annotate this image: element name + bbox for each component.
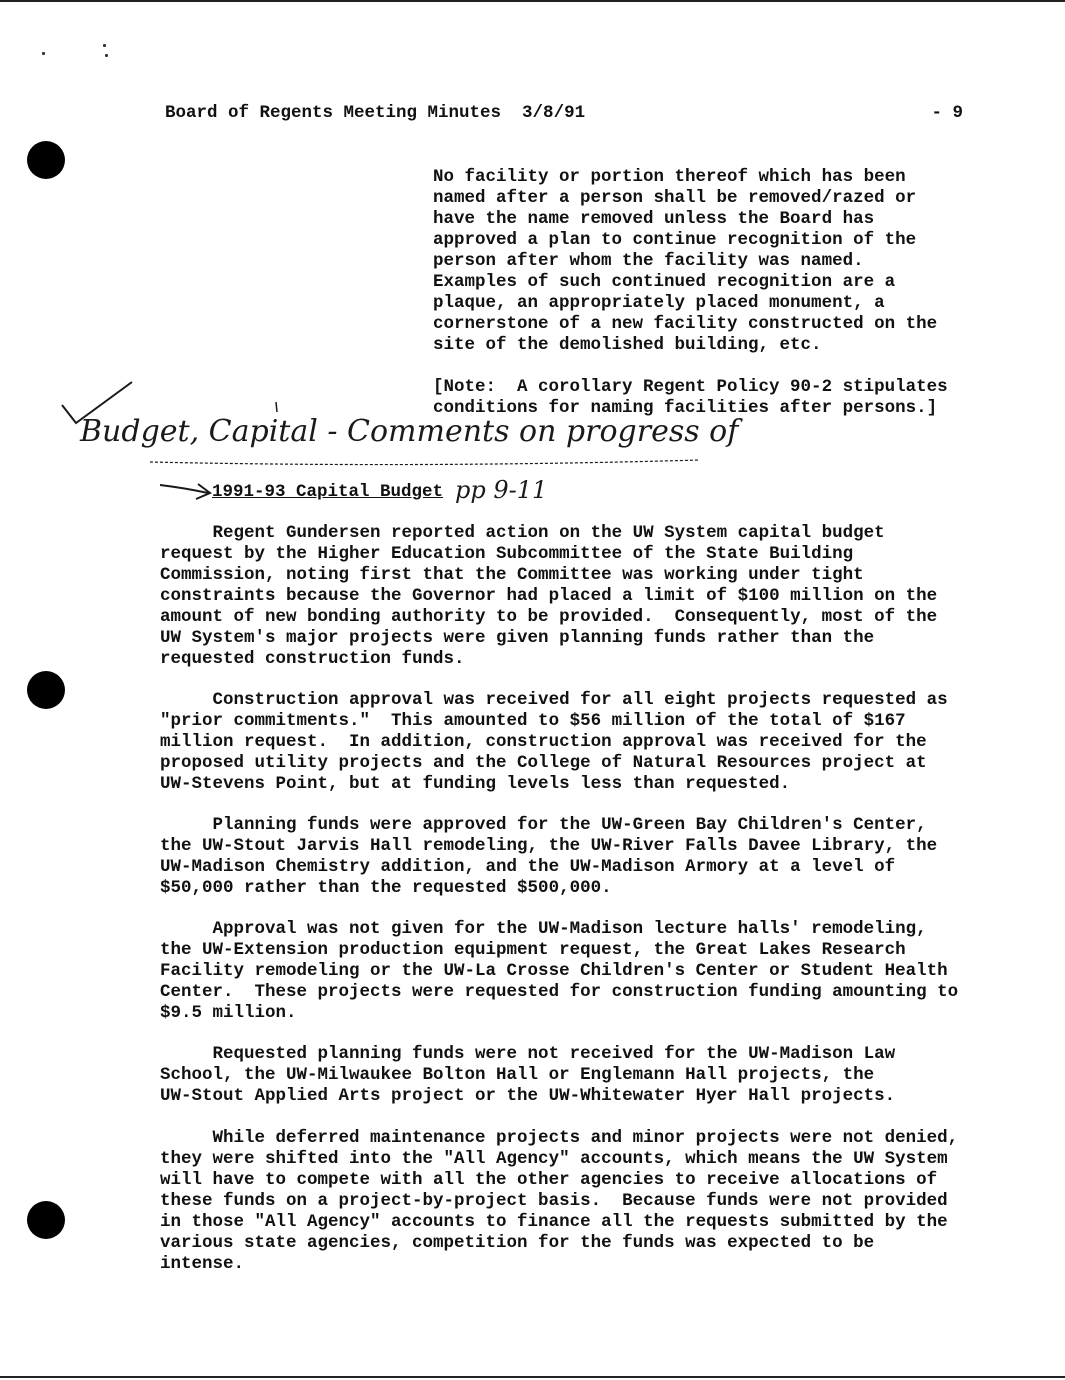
text-line: constraints because the Governor had placed a limit of $100 million on the xyxy=(160,586,938,606)
text-line: have the name removed unless the Board has xyxy=(433,209,875,229)
text-line: amount of new bonding authority to be provided. Consequently, most of the xyxy=(160,607,938,627)
text-line: will have to compete with all the other agencies to receive allocations of xyxy=(160,1170,938,1190)
heading-arrow xyxy=(160,484,210,499)
tick-mark xyxy=(276,402,277,412)
text-line: plaque, an appropriately placed monument, a xyxy=(433,293,885,313)
text-line: Construction approval was received for all eight projects requested as xyxy=(160,690,948,710)
text-line: these funds on a project-by-project basis. Because funds were not provided xyxy=(160,1191,948,1211)
text-line: UW-Madison Chemistry addition, and the UW-Madison Armory at a level of xyxy=(160,857,896,877)
section-heading: 1991-93 Capital Budget xyxy=(212,482,444,502)
paragraph xyxy=(160,919,958,1024)
text-line: various state agencies, competition for the funds was expected to be xyxy=(160,1233,875,1253)
handwritten-index-note: Budget, Capital - Comments on progress of xyxy=(80,414,739,449)
text-line: conditions for naming facilities after persons.] xyxy=(433,398,938,418)
text-line: intense. xyxy=(160,1254,245,1274)
paragraph xyxy=(160,815,937,899)
text-line: the UW-Stout Jarvis Hall remodeling, the UW-River Falls Davee Library, the xyxy=(160,836,938,856)
text-line: proposed utility projects and the College of Natural Resources project at xyxy=(160,753,927,773)
text-line: requested construction funds. xyxy=(160,649,465,669)
text-line: named after a person shall be removed/razed or xyxy=(433,188,917,208)
paragraph xyxy=(160,1044,895,1107)
text-line: UW-Stevens Point, but at funding levels less than requested. xyxy=(160,774,791,794)
text-line: the UW-Extension production equipment request, the Great Lakes Research xyxy=(160,940,906,960)
text-line: cornerstone of a new facility constructed on the xyxy=(433,314,938,334)
text-line: Planning funds were approved for the UW-Green Bay Children's Center, xyxy=(160,815,927,835)
text-line: million request. In addition, construction approval was received for the xyxy=(160,732,927,752)
text-line: UW-Stout Applied Arts project or the UW-Whitewater Hyer Hall projects. xyxy=(160,1086,896,1106)
handwriting-underline xyxy=(150,460,700,465)
paragraph xyxy=(160,523,937,670)
text-line: "prior commitments." This amounted to $56 million of the total of $167 xyxy=(160,711,906,731)
text-line: person after whom the facility was named. xyxy=(433,251,864,271)
header-title: Board of Regents Meeting Minutes 3/8/91 xyxy=(165,103,586,123)
text-line: approved a plan to continue recognition of the xyxy=(433,230,917,250)
text-line: [Note: A corollary Regent Policy 90-2 stipulates xyxy=(433,377,948,397)
handwritten-page-ref: pp 9-11 xyxy=(455,476,548,504)
text-line: Requested planning funds were not received for the UW-Madison Law xyxy=(160,1044,896,1064)
text-line: they were shifted into the "All Agency" accounts, which means the UW System xyxy=(160,1149,948,1169)
text-line: Approval was not given for the UW-Madison lecture halls' remodeling, xyxy=(160,919,927,939)
page-number: - 9 xyxy=(931,103,963,123)
paragraph xyxy=(160,690,948,795)
text-line: $9.5 million. xyxy=(160,1003,297,1023)
text-line: UW System's major projects were given planning funds rather than the xyxy=(160,628,875,648)
paragraph xyxy=(160,1128,958,1275)
text-line: While deferred maintenance projects and minor projects were not denied, xyxy=(160,1128,959,1148)
text-line: School, the UW-Milwaukee Bolton Hall or Englemann Hall projects, the xyxy=(160,1065,875,1085)
text-line: Regent Gundersen reported action on the UW System capital budget xyxy=(160,523,885,543)
text-line: Facility remodeling or the UW-La Crosse Children's Center or Student Health xyxy=(160,961,948,981)
text-line: No facility or portion thereof which has been xyxy=(433,167,906,187)
text-line: in those "All Agency" accounts to finance all the requests submitted by the xyxy=(160,1212,948,1232)
text-line: site of the demolished building, etc. xyxy=(433,335,822,355)
text-line: Examples of such continued recognition are a xyxy=(433,272,896,292)
text-line: request by the Higher Education Subcommittee of the State Building xyxy=(160,544,854,564)
text-line: Commission, noting first that the Committee was working under tight xyxy=(160,565,864,585)
text-line: Center. These projects were requested for construction funding amounting to xyxy=(160,982,959,1002)
text-line: $50,000 rather than the requested $500,000. xyxy=(160,878,612,898)
